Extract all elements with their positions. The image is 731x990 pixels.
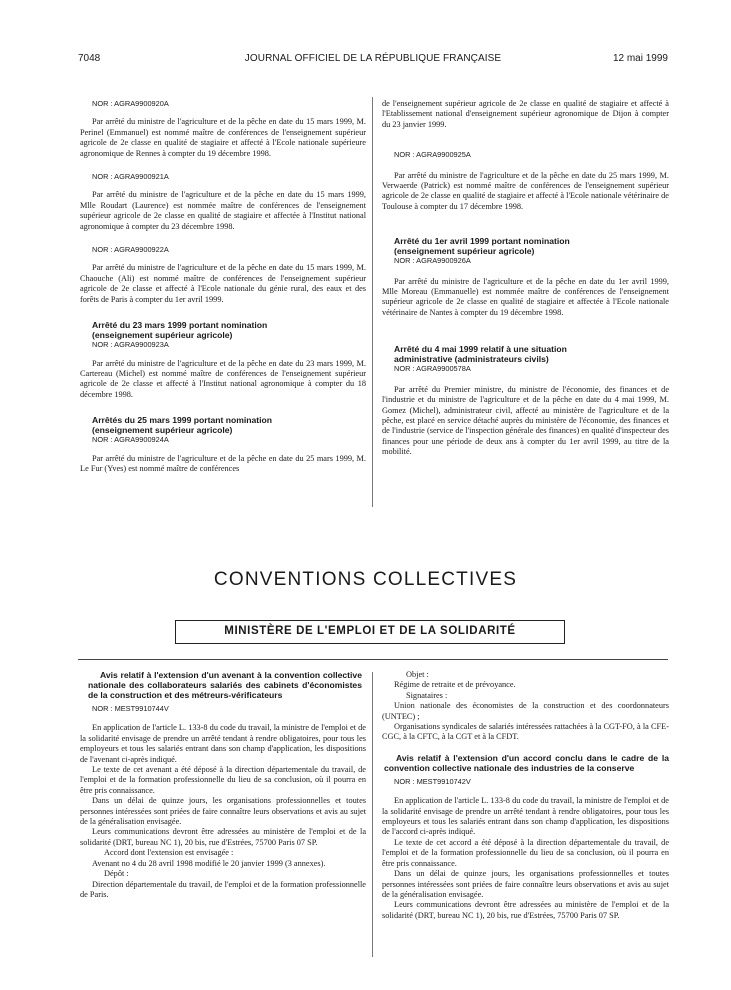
notice-paragraph: Le texte de cet avenant a été déposé à la direction départementale du travail, de l'emploi et de la formation professionnelle du lieu de sa conclusion, où il pourra en être pris connaissance. (80, 765, 366, 795)
nor-reference: NOR : AGRA9900923A (92, 340, 169, 350)
decree-paragraph: Par arrêté du ministre de l'agriculture et de la pêche en date du 15 mars 1999, Mlle Roudart (Laurence) est nommée maître de conférences de l'enseignement supérieur agricole de 2e classe en qualité de stagiaire et affectée à l'Institut national agronomique à compter du 23 décembre 1998. (80, 190, 366, 231)
notice-paragraph: Union nationale des économistes de la construction et des coordonnateurs (UNTEC) ; (382, 701, 669, 721)
decree-title: Arrêté du 23 mars 1999 portant nomination (92, 320, 268, 331)
decree-paragraph: Par arrêté du Premier ministre, du ministre de l'économie, des finances et de l'industrie et du ministre de l'agriculture et de la pêche en date du 4 mai 1999, M. Gomez (Michel), administrateur civil, affecté au ministère de l'agriculture et de la pêche, est placé en service détaché auprès du ministère de l'économie, des finances et de l'industrie (service de l'inspection générale des finances) en qualité d'inspecteur des finances pour une période de deux ans à compter du 1er avril 1999, au titre de la mobilité. (382, 384, 669, 457)
notice-paragraph: En application de l'article L. 133-8 du code du travail, la ministre de l'emploi et de la solidarité envisage de prendre un arrêté tendant à rendre obligatoires, pour tous les employeurs et tous les salariés entrant dans son champ d'application, les dispositions de l'accord ci-après indiqué. (382, 796, 669, 837)
decree-subtitle: (enseignement supérieur agricole) (394, 246, 535, 257)
nor-reference: NOR : AGRA9900924A (92, 435, 169, 445)
decree-title: Arrêté du 1er avril 1999 portant nomination (394, 236, 570, 247)
notice-paragraph: Leurs communications devront être adressées au ministère de l'emploi et de la solidarité (DRT, bureau NC 1), 20 bis, rue d'Estrées, 75700 Paris 07 SP. (80, 827, 366, 847)
nor-reference: NOR : AGRA9900925A (394, 150, 471, 160)
notice-paragraph: Régime de retraite et de prévoyance. (394, 680, 516, 690)
nor-reference: NOR : AGRA9900920A (92, 99, 169, 108)
notice-right (382, 670, 669, 921)
page-header (78, 53, 668, 67)
notice-paragraph: En application de l'article L. 133-8 du code du travail, la ministre de l'emploi et de la solidarité envisage de prendre un arrêté tendant à rendre obligatoires, pour tous les employeurs et tous les salariés entrant dans son champ d'application, les dispositions de l'avenant ci-après indiqué. (80, 723, 366, 764)
notice-paragraph: Dépôt : (104, 869, 129, 879)
decree-paragraph: Par arrêté du ministre de l'agriculture et de la pêche en date du 1er avril 1999, Mlle Moreau (Emmanuelle) est nommée maître de conférences de l'enseignement supérieur agricole de 2e classe en qualité de stagiaire et affectée à l'Ecole nationale vétérinaire de Nantes à compter du 19 décembre 1998. (382, 276, 669, 317)
column-divider (372, 97, 373, 507)
notice-left (80, 670, 366, 900)
decree-paragraph: Par arrêté du ministre de l'agriculture et de la pêche en date du 23 mars 1999, M. Cartereau (Michel) est nommé maître de conférences de l'enseignement supérieur agricole de 2e classe et affecté à l'Institut national agronomique à compter du 18 décembre 1998. (80, 358, 366, 399)
nor-reference: NOR : AGRA9900921A (92, 172, 169, 182)
nor-reference: NOR : AGRA9900922A (92, 245, 169, 255)
notice-paragraph: Signataires : (406, 690, 448, 700)
section-title: CONVENTIONS COLLECTIVES (213, 569, 518, 590)
page-number: 7048 (78, 53, 101, 64)
decree-title: Arrêté du 4 mai 1999 relatif à une situation (394, 344, 567, 355)
left-column (80, 99, 366, 474)
nor-reference: NOR : AGRA9900578A (394, 364, 471, 374)
notice-paragraph: Direction départementale du travail, de l'emploi et de la formation professionnelle de Paris. (80, 879, 366, 899)
decree-subtitle: (enseignement supérieur agricole) (92, 425, 233, 436)
decree-paragraph: Par arrêté du ministre de l'agriculture et de la pêche en date du 15 mars 1999, M. Chaouche (Ali) est nommé maître de conférences de l'enseignement supérieur agricole de 2e classe et affecté à l'Ecole nationale du génie rural, des eaux et des forêts de Paris à compter du 1er avril 1999. (80, 263, 366, 304)
notice-paragraph: Organisations syndicales de salariés intéressées rattachées à la CGT-FO, à la CFE-CGC, à la CFTC, à la CGT et à la CFDT. (382, 722, 669, 742)
decree-subtitle: administrative (administrateurs civils) (394, 354, 549, 365)
decree-title: Arrêtés du 25 mars 1999 portant nomination (92, 415, 273, 426)
decree-subtitle: (enseignement supérieur agricole) (92, 330, 233, 341)
right-column (382, 99, 669, 458)
ministry-banner: MINISTÈRE DE L'EMPLOI ET DE LA SOLIDARITÉ (175, 620, 565, 644)
notice-paragraph: Accord dont l'extension est envisagée : (104, 848, 234, 858)
nor-reference: NOR : MEST9910742V (394, 776, 471, 786)
notice-paragraph: Avenant no 4 du 28 avril 1998 modifié le 20 janvier 1999 (3 annexes). (92, 858, 326, 868)
column-divider (372, 672, 373, 957)
notice-paragraph: Le texte de cet accord a été déposé à la direction départementale du travail, de l'emploi et de la formation professionnelle du lieu de sa conclusion, où il pourra en être pris connaissance. (382, 837, 669, 868)
nor-reference: NOR : MEST9910744V (92, 704, 169, 713)
decree-paragraph: Par arrêté du ministre de l'agriculture et de la pêche en date du 25 mars 1999, M. Verwaerde (Patrick) est nommé maître de conférences de l'enseignement supérieur agricole de 2e classe en qualité de stagiaire et affecté à l'Ecole nationale vétérinaire de Toulouse à compter du 17 décembre 1998. (382, 170, 669, 211)
notice-paragraph: Dans un délai de quinze jours, les organisations professionnelles et toutes personnes intéressées sont priées de faire connaître leurs observations et avis au sujet de la généralisation envisagée. (80, 796, 366, 827)
nor-reference: NOR : AGRA9900926A (394, 256, 471, 266)
decree-paragraph: Par arrêté du ministre de l'agriculture et de la pêche en date du 25 mars 1999, M. Le Fur (Yves) est nommé maître de conférences (80, 453, 366, 473)
decree-paragraph: de l'enseignement supérieur agricole de 2e classe en qualité de stagiaire et affecté à l'Etablissement national d'enseignement supérieur agronomique de Dijon à compter du 23 janvier 1999. (382, 99, 669, 129)
notice-paragraph: Objet : (406, 670, 429, 679)
journal-title: JOURNAL OFFICIEL DE LA RÉPUBLIQUE FRANÇAISE (244, 53, 502, 64)
notice-paragraph: Dans un délai de quinze jours, les organisations professionnelles et toutes personnes intéressées sont priées de faire connaître leurs observations et avis au sujet de la généralisation envisagée. (382, 869, 669, 899)
horizontal-rule (78, 659, 668, 660)
notice-title: Avis relatif à l'extension d'un avenant à la convention collective nationale des collaborateurs salariés des cabinets d'économistes de la construction et des métreurs-vérificateurs (88, 670, 362, 700)
notice-title: Avis relatif à l'extension d'un accord conclu dans le cadre de la convention collective nationale des industries de la conserve (384, 752, 669, 773)
decree-paragraph: Par arrêté du ministre de l'agriculture et de la pêche en date du 15 mars 1999, M. Perinel (Emmanuel) est nommé maître de conférences de l'enseignement supérieur agricole de 2e classe en qualité de stagiaire et affecté à l'Ecole nationale supérieure agronomique de Rennes à compter du 19 décembre 1998. (80, 117, 366, 158)
notice-paragraph: Leurs communications devront être adressées au ministère de l'emploi et de la solidarité (DRT, bureau NC 1), 20 bis, rue d'Estrées, 75700 Paris 07 SP. (382, 900, 669, 920)
issue-date: 12 mai 1999 (612, 53, 668, 64)
